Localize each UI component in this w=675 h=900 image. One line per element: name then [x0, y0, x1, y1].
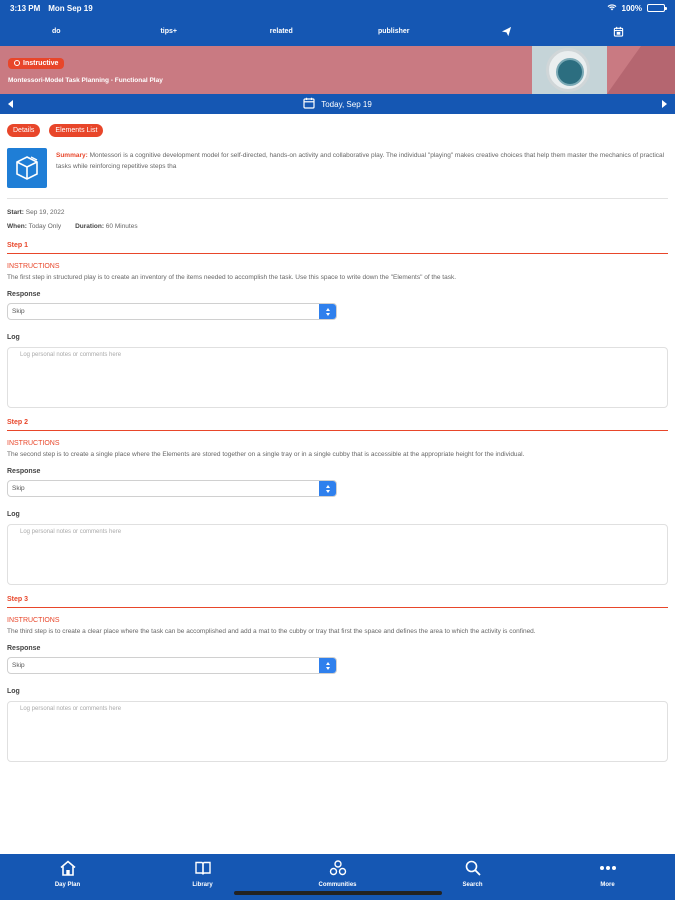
tab-label: Communities: [318, 882, 357, 888]
start-label: Start:: [7, 209, 24, 216]
summary-text: [56, 150, 668, 188]
search-icon: [464, 859, 482, 879]
response-select[interactable]: [7, 480, 337, 497]
instructions-heading: INSTRUCTIONS: [7, 263, 60, 270]
content-tabs: [7, 124, 668, 137]
step-section: [7, 596, 668, 762]
status-bar: [0, 0, 675, 16]
calendar-icon: [303, 97, 315, 111]
activity-title: Montessori-Model Task Planning - Functional Play: [8, 77, 163, 84]
log-textarea[interactable]: [7, 347, 668, 408]
tab-label: More: [600, 882, 615, 888]
duration-label: Duration:: [75, 223, 104, 230]
log-label: Log: [7, 334, 20, 341]
badge-label: Instructive: [23, 59, 59, 67]
response-value: Skip: [12, 662, 25, 669]
main-content: [0, 114, 675, 762]
step-section: [7, 242, 668, 408]
nav-related[interactable]: related: [269, 27, 293, 35]
instructions-text: The third step is to create a clear place where the task can be accomplished and add a mat to the cubby or tray that first the space and defines the area to which the activity is confined.: [7, 628, 536, 635]
tab-label: Day Plan: [54, 882, 81, 888]
chevron-updown-icon: [319, 303, 336, 320]
next-day-icon[interactable]: [662, 100, 667, 108]
cube-icon: [7, 148, 47, 188]
bottom-tab-bar: [0, 854, 675, 900]
step-title: Step 3: [7, 596, 668, 608]
house-icon: [59, 859, 77, 879]
summary-section: [7, 148, 668, 199]
when-label: When:: [7, 223, 27, 230]
log-placeholder: Log personal notes or comments here: [20, 706, 122, 712]
response-select[interactable]: [7, 657, 337, 674]
tab-details[interactable]: Details: [7, 124, 40, 137]
log-label: Log: [7, 688, 20, 695]
step-title: Step 2: [7, 419, 668, 431]
wifi-icon: [607, 3, 617, 13]
instructive-badge: [8, 58, 64, 69]
schedule-meta: [7, 206, 668, 234]
response-label: Response: [7, 291, 41, 298]
step-section: [7, 419, 668, 585]
nav-publisher[interactable]: publisher: [377, 27, 410, 35]
log-label: Log: [7, 511, 20, 518]
send-icon[interactable]: [450, 26, 563, 37]
chevron-updown-icon: [319, 657, 336, 674]
duration-value: 60 Minutes: [105, 223, 138, 230]
calendar-icon[interactable]: [563, 26, 675, 37]
tab-more[interactable]: [540, 854, 675, 900]
log-placeholder: Log personal notes or comments here: [20, 352, 122, 358]
chevron-updown-icon: [319, 480, 336, 497]
response-select[interactable]: [7, 303, 337, 320]
book-icon: [194, 859, 212, 879]
tab-label: Search: [462, 882, 483, 888]
instructions-heading: INSTRUCTIONS: [7, 617, 60, 624]
prev-day-icon[interactable]: [8, 100, 13, 108]
more-icon: [599, 859, 617, 879]
status-time: 3:13 PM: [10, 3, 41, 13]
start-value: Sep 19, 2022: [25, 209, 65, 216]
tab-day-plan[interactable]: [0, 854, 135, 900]
when-value: Today Only: [28, 223, 62, 230]
home-indicator: [234, 891, 442, 895]
nav-do[interactable]: do: [51, 27, 61, 35]
instructions-heading: INSTRUCTIONS: [7, 440, 60, 447]
log-placeholder: Log personal notes or comments here: [20, 529, 122, 535]
battery-percent: 100%: [621, 3, 642, 13]
summary-body: Montessori is a cognitive development model for self-directed, hands-on activity and collaborative play. The individual "playing" makes creative choices that help them master the mechanics of practical tasks while reinforcing repetitive steps tha: [56, 152, 665, 170]
date-bar: [0, 94, 675, 114]
step-title: Step 1: [7, 242, 668, 254]
tab-label: Library: [192, 882, 213, 888]
response-value: Skip: [12, 485, 25, 492]
status-date: Mon Sep 19: [48, 3, 93, 13]
nav-tips[interactable]: tips+: [160, 27, 178, 35]
instructions-text: The second step is to create a single place where the Elements are stored together on a single tray or in a single cubby that is accessible at the appropriate height for the individual.: [7, 451, 525, 458]
date-label: Today, Sep 19: [321, 99, 372, 109]
date-picker[interactable]: [303, 97, 372, 111]
log-textarea[interactable]: [7, 524, 668, 585]
response-label: Response: [7, 468, 41, 475]
communities-icon: [329, 859, 347, 879]
response-value: Skip: [12, 308, 25, 315]
battery-icon: [647, 4, 665, 12]
summary-label: Summary:: [56, 152, 88, 159]
top-nav: [0, 16, 675, 46]
badge-icon: [14, 60, 20, 66]
activity-banner: [0, 46, 675, 94]
tab-elements-list[interactable]: Elements List: [49, 124, 103, 137]
banner-decoration: [607, 46, 675, 94]
instructions-text: The first step in structured play is to create an inventory of the items needed to accomplish the task. Use this space to write down the "Elements" of the task.: [7, 274, 457, 281]
activity-thumbnail: [532, 46, 607, 94]
response-label: Response: [7, 645, 41, 652]
log-textarea[interactable]: [7, 701, 668, 762]
